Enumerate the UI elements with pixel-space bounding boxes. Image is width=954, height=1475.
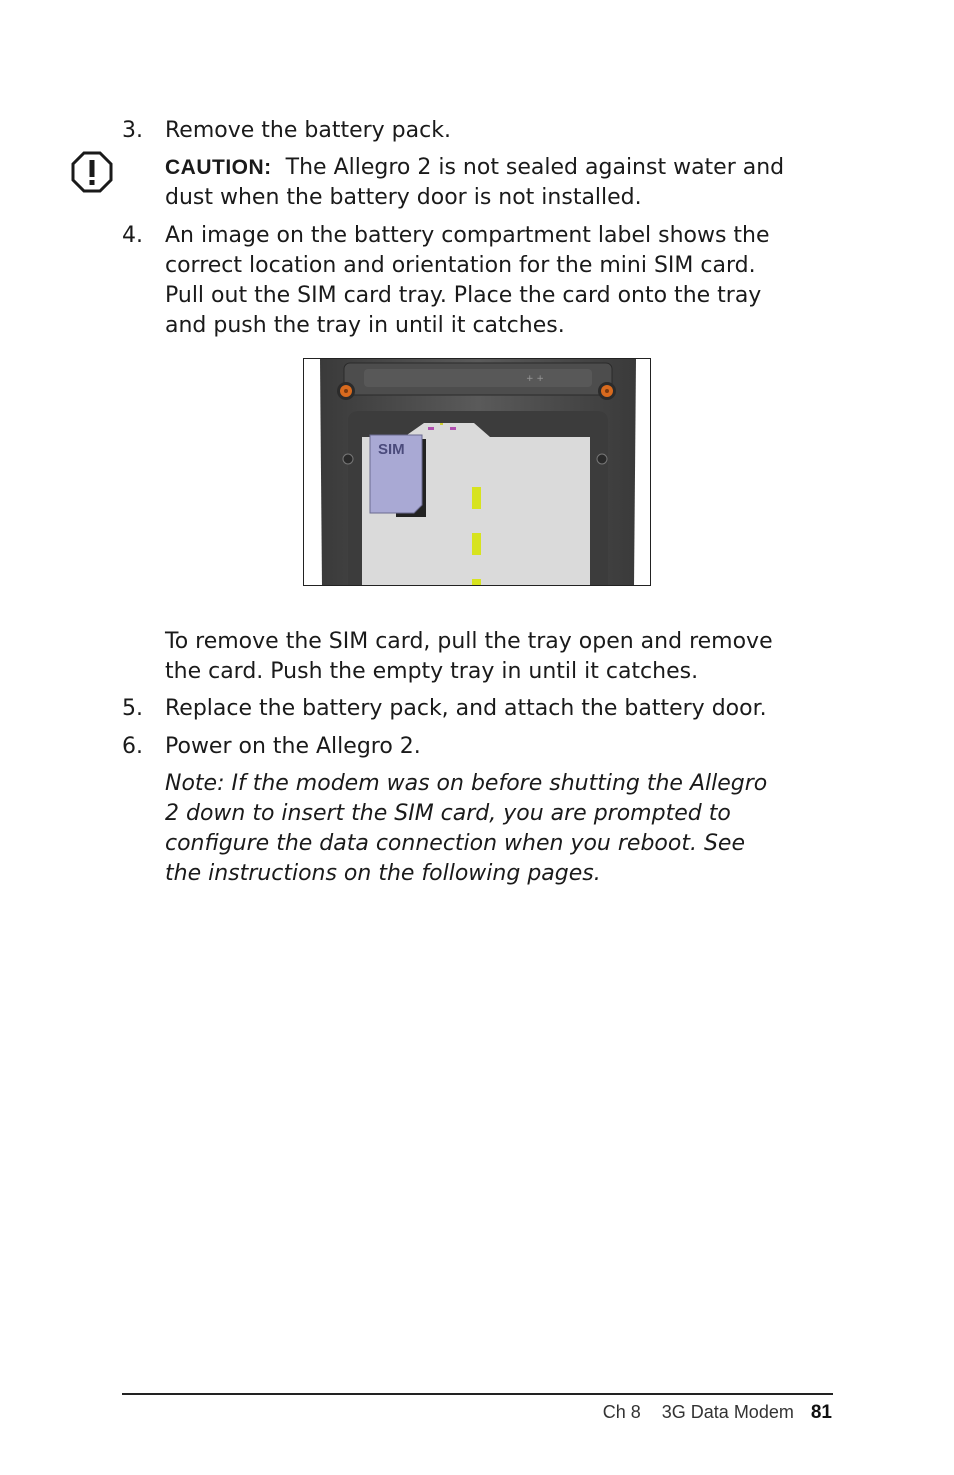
footer-chapter: Ch 8 (602, 1402, 641, 1422)
page-footer (603, 1402, 832, 1424)
step-4-line-4: and push the tray in until it catches. (165, 313, 565, 338)
sim-tray-figure (303, 358, 651, 586)
caution-line-1: The Allegro 2 is not sealed against water and (285, 155, 785, 180)
warning-exclamation-icon (70, 150, 114, 194)
note-line-4: the instructions on the following pages. (165, 861, 601, 886)
battery-compartment-illustration (304, 359, 651, 586)
remove-sim-line-2: the card. Push the empty tray in until it catches. (165, 659, 699, 684)
svg-text:+ +: + + (526, 374, 544, 384)
step-5-text: Replace the battery pack, and attach the battery door. (165, 696, 767, 721)
footer-rule (122, 1393, 833, 1395)
caution-line-2: dust when the battery door is not installed. (165, 185, 642, 210)
caution-label: CAUTION: (165, 156, 272, 179)
note-paragraph (165, 769, 855, 889)
sim-card-label: SIM (378, 441, 405, 458)
step-3-number: 3. (122, 118, 143, 143)
step-4-text (165, 221, 855, 341)
step-4-line-2: correct location and orientation for the mini SIM card. (165, 253, 756, 278)
step-5-number: 5. (122, 696, 143, 721)
step-6-number: 6. (122, 734, 143, 759)
footer-title: 3G Data Modem (661, 1402, 794, 1422)
note-line-3: configure the data connection when you reboot. See (165, 831, 745, 856)
step-4-line-3: Pull out the SIM card tray. Place the card onto the tray (165, 283, 762, 308)
step-4-number: 4. (122, 223, 143, 248)
note-line-1: Note: If the modem was on before shutting the Allegro (165, 771, 768, 796)
caution-block (165, 153, 845, 213)
note-line-2: 2 down to insert the SIM card, you are prompted to (165, 801, 731, 826)
step-6-text: Power on the Allegro 2. (165, 734, 421, 759)
page-number: 81 (810, 1402, 832, 1423)
remove-sim-paragraph (165, 627, 855, 687)
step-3-text: Remove the battery pack. (165, 118, 451, 143)
step-4-line-1: An image on the battery compartment label shows the (165, 223, 770, 248)
remove-sim-line-1: To remove the SIM card, pull the tray open and remove (165, 629, 773, 654)
